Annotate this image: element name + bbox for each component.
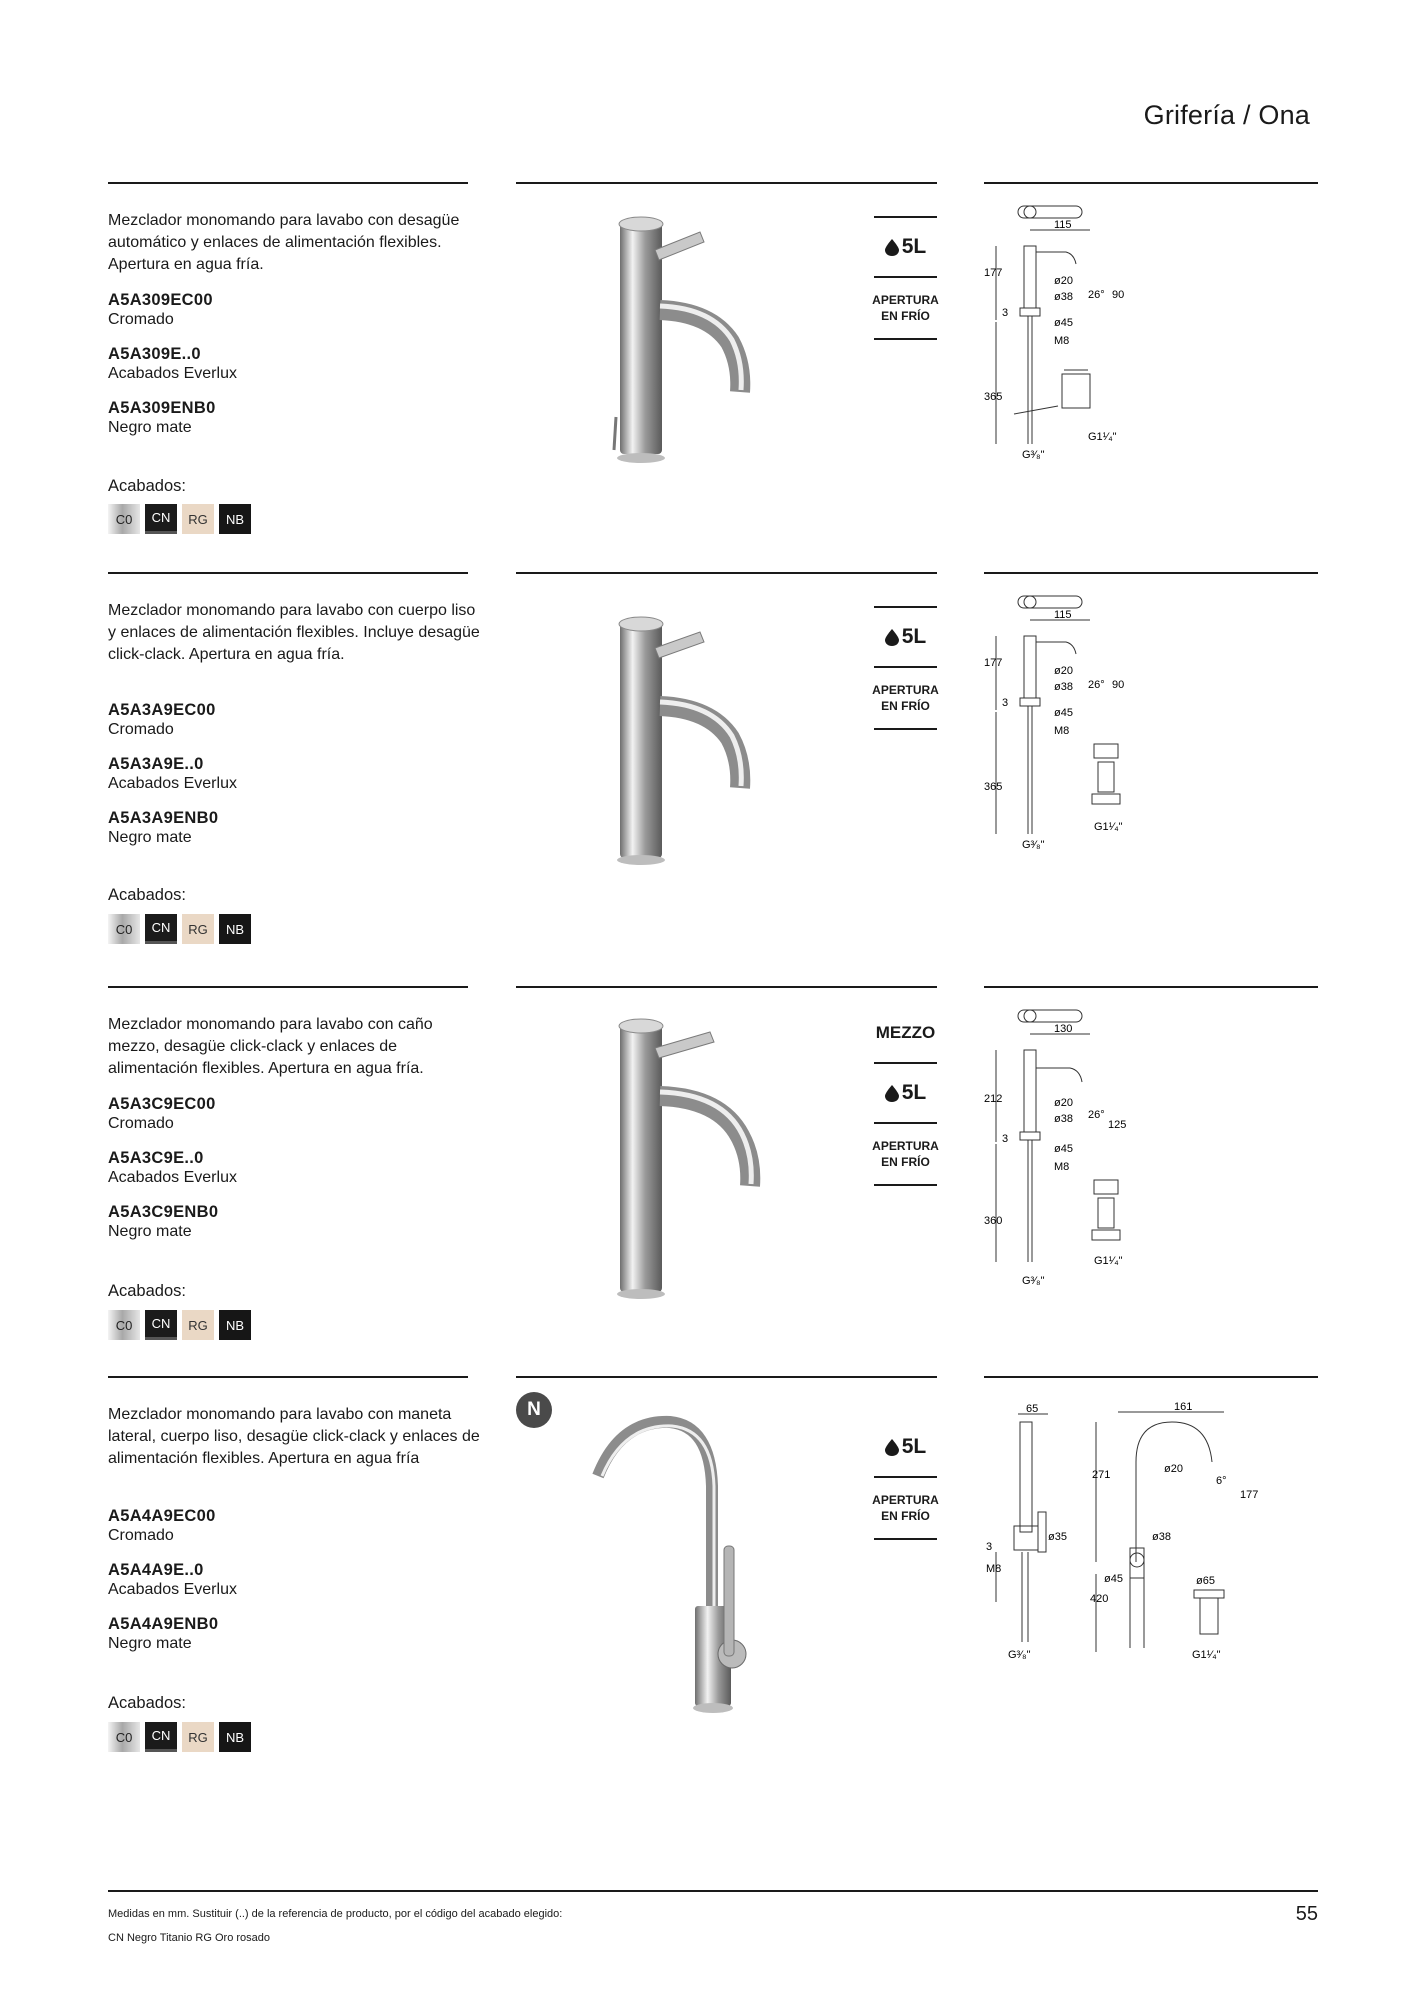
dim-angle: 26°	[1088, 289, 1105, 301]
dim-thread: M8	[1054, 1161, 1070, 1173]
product-code: A5A4A9ENB0	[108, 1615, 219, 1633]
footer-divider	[108, 1890, 1318, 1892]
divider	[874, 1184, 937, 1186]
dim-waste: G1¹⁄₄"	[1192, 1649, 1221, 1661]
product-code: A5A4A9E..0	[108, 1561, 204, 1579]
product-code: A5A3A9ENB0	[108, 809, 219, 827]
feature-badges	[874, 606, 937, 730]
water-drop-icon	[885, 629, 899, 646]
code-item	[108, 290, 448, 330]
cold-opening-line1: APERTURA	[872, 1493, 939, 1507]
water-drop-icon	[885, 1085, 899, 1102]
feature-badges	[874, 1418, 937, 1540]
dim-base: 3	[986, 1541, 993, 1553]
product-code: A5A3A9EC00	[108, 701, 216, 719]
code-item	[108, 700, 448, 740]
dim-base: 3	[1002, 307, 1009, 319]
dim-reach: 125	[1108, 1119, 1127, 1131]
cold-opening-badge	[874, 668, 937, 728]
divider	[984, 572, 1318, 574]
dim-d65: ø65	[1196, 1575, 1215, 1587]
dim-base: 3	[1002, 697, 1009, 709]
swatch-nb: NB	[219, 504, 251, 534]
finish-name: Negro mate	[108, 829, 192, 846]
code-item	[108, 344, 448, 384]
page-title: Grifería / Ona	[1143, 100, 1310, 130]
divider	[516, 572, 937, 574]
finish-name: Acabados Everlux	[108, 1169, 237, 1186]
faucet-image	[560, 582, 820, 872]
dim-top: 115	[1054, 609, 1072, 621]
product-code: A5A309EC00	[108, 291, 213, 309]
flow-rate-badge	[874, 608, 937, 666]
technical-drawing	[984, 594, 1134, 884]
product-description: Mezclador monomando para lavabo con maneta lateral, cuerpo liso, desagüe click-clack y enlaces de alimentación flexibles. Apertura en agua fría	[108, 1406, 480, 1467]
divider	[984, 986, 1318, 988]
dim-waste: G1¹⁄₄"	[1094, 821, 1123, 833]
dim-reach: 90	[1112, 679, 1125, 691]
finish-name: Negro mate	[108, 1635, 192, 1652]
swatch-nb: NB	[219, 914, 251, 944]
code-item	[108, 1614, 448, 1654]
water-drop-icon	[885, 239, 899, 256]
divider	[516, 182, 937, 184]
dim-top: 115	[1054, 219, 1072, 231]
cold-opening-line2: EN FRÍO	[881, 699, 930, 713]
divider	[108, 986, 468, 988]
code-item	[108, 1506, 448, 1546]
dim-d38: ø38	[1054, 681, 1073, 693]
flow-rate-badge	[874, 1064, 937, 1122]
dim-angle: 26°	[1088, 1109, 1105, 1121]
dim-d45: ø45	[1054, 317, 1073, 329]
finish-name: Cromado	[108, 721, 174, 738]
product-codes	[108, 1094, 448, 1256]
code-item	[108, 398, 448, 438]
page-number: 55	[1295, 1903, 1318, 1925]
code-item	[108, 1094, 448, 1134]
dim-angle: 6°	[1216, 1475, 1227, 1487]
dim-d45: ø45	[1054, 707, 1073, 719]
dim-hose: 365	[984, 391, 1003, 403]
dim-d38: ø38	[1054, 291, 1073, 303]
product-code: A5A3C9EC00	[108, 1095, 216, 1113]
technical-drawing	[984, 1402, 1314, 1702]
divider	[108, 182, 468, 184]
water-drop-icon	[885, 1439, 899, 1456]
dim-height: 271	[1092, 1469, 1111, 1481]
dim-d45: ø45	[1104, 1573, 1123, 1585]
swatch-rg: RG	[182, 504, 214, 534]
faucet-image	[560, 192, 820, 482]
dim-angle: 26°	[1088, 679, 1105, 691]
flow-rate-badge	[874, 218, 937, 276]
product-description: Mezclador monomando para lavabo con cuerpo liso y enlaces de alimentación flexibles. Incluye desagüe click-clack. Apertura en agua fría.	[108, 602, 480, 663]
code-item	[108, 808, 448, 848]
finishes-label: Acabados:	[108, 477, 186, 495]
swatch-c0: C0	[108, 1310, 140, 1340]
product-code: A5A3C9E..0	[108, 1149, 204, 1167]
product-codes	[108, 700, 448, 862]
divider	[984, 182, 1318, 184]
divider	[516, 1376, 937, 1378]
dim-d20: ø20	[1054, 665, 1073, 677]
dim-waste: G1¹⁄₄"	[1094, 1255, 1123, 1267]
finish-name: Acabados Everlux	[108, 365, 237, 382]
swatch-cn: CN	[145, 1310, 177, 1340]
finish-swatches	[108, 1310, 251, 1340]
swatch-rg: RG	[182, 914, 214, 944]
dim-height: 212	[984, 1093, 1003, 1105]
divider	[874, 1538, 937, 1540]
dim-conn: G³⁄₈"	[1022, 839, 1045, 851]
dim-d38: ø38	[1152, 1531, 1171, 1543]
dim-hose: 420	[1090, 1593, 1109, 1605]
dim-reach: 90	[1112, 289, 1125, 301]
swatch-nb: NB	[219, 1722, 251, 1752]
swatch-cn: CN	[145, 504, 177, 534]
swatch-nb: NB	[219, 1310, 251, 1340]
faucet-image	[560, 996, 820, 1306]
dim-conn: G³⁄₈"	[1022, 1275, 1045, 1287]
swatch-rg: RG	[182, 1722, 214, 1752]
cold-opening-line1: APERTURA	[872, 1139, 939, 1153]
footer-note: Medidas en mm. Sustituir (..) de la referencia de producto, por el código del acabado elegido:	[108, 1908, 563, 1920]
finishes-label: Acabados:	[108, 886, 186, 904]
cold-opening-badge	[874, 1478, 937, 1538]
divider	[108, 572, 468, 574]
technical-drawing	[984, 1008, 1134, 1308]
divider	[874, 728, 937, 730]
footer-legend: CN Negro Titanio RG Oro rosado	[108, 1932, 271, 1944]
dim-conn: G³⁄₈"	[1022, 449, 1045, 461]
flow-rate: 5L	[901, 1081, 927, 1104]
feature-badges	[874, 216, 937, 340]
dim-d20: ø20	[1164, 1463, 1183, 1475]
finish-swatches	[108, 914, 251, 944]
dim-hose: 360	[984, 1215, 1003, 1227]
dim-thread: M8	[986, 1563, 1002, 1575]
finish-name: Negro mate	[108, 1223, 192, 1240]
cold-opening-line2: EN FRÍO	[881, 1509, 930, 1523]
mezzo-tag: MEZZO	[875, 1023, 936, 1042]
dim-height: 177	[984, 657, 1003, 669]
divider	[874, 338, 937, 340]
finish-name: Negro mate	[108, 419, 192, 436]
dim-thread: M8	[1054, 725, 1070, 737]
product-description: Mezclador monomando para lavabo con caño mezzo, desagüe click-clack y enlaces de alimentación flexibles. Apertura en agua fría.	[108, 1016, 433, 1077]
feature-badges	[874, 1004, 937, 1186]
cold-opening-line1: APERTURA	[872, 293, 939, 307]
flow-rate-badge	[874, 1418, 937, 1476]
dim-hose: 365	[984, 781, 1003, 793]
product-code: A5A4A9EC00	[108, 1507, 216, 1525]
finish-name: Acabados Everlux	[108, 1581, 237, 1598]
product-code: A5A309ENB0	[108, 399, 216, 417]
product-code: A5A3C9ENB0	[108, 1203, 219, 1221]
dim-d45: ø45	[1054, 1143, 1073, 1155]
divider	[984, 1376, 1318, 1378]
dim-d20: ø20	[1054, 1097, 1073, 1109]
finishes-label: Acabados:	[108, 1694, 186, 1712]
swatch-c0: C0	[108, 1722, 140, 1752]
cold-opening-line1: APERTURA	[872, 683, 939, 697]
finish-name: Cromado	[108, 1115, 174, 1132]
finish-name: Cromado	[108, 1527, 174, 1544]
divider	[516, 986, 937, 988]
cold-opening-line2: EN FRÍO	[881, 309, 930, 323]
product-description: Mezclador monomando para lavabo con desagüe automático y enlaces de alimentación flexibles. Apertura en agua fría.	[108, 212, 460, 273]
code-item	[108, 1202, 448, 1242]
swatch-cn: CN	[145, 914, 177, 944]
product-codes	[108, 1506, 448, 1668]
dim-d38: ø38	[1054, 1113, 1073, 1125]
flow-rate: 5L	[901, 1435, 927, 1458]
code-item	[108, 754, 448, 794]
dim-side-width: 65	[1026, 1403, 1039, 1415]
dim-thread: M8	[1054, 335, 1070, 347]
swatch-c0: C0	[108, 504, 140, 534]
dim-conn: G³⁄₈"	[1008, 1649, 1031, 1661]
code-item	[108, 1560, 448, 1600]
dim-reach: 177	[1240, 1489, 1259, 1501]
finish-name: Acabados Everlux	[108, 775, 237, 792]
faucet-image	[580, 1406, 840, 1726]
swatch-c0: C0	[108, 914, 140, 944]
divider	[108, 1376, 468, 1378]
flow-rate: 5L	[901, 235, 927, 258]
product-code: A5A309E..0	[108, 345, 201, 363]
dim-d20: ø20	[1054, 275, 1073, 287]
swatch-cn: CN	[145, 1722, 177, 1752]
product-code: A5A3A9E..0	[108, 755, 204, 773]
technical-drawing	[984, 204, 1134, 494]
finish-swatches	[108, 1722, 251, 1752]
finish-name: Cromado	[108, 311, 174, 328]
product-codes	[108, 290, 448, 452]
dim-base: 3	[1002, 1133, 1009, 1145]
cold-opening-badge	[874, 278, 937, 338]
flow-rate: 5L	[901, 625, 927, 648]
code-item	[108, 1148, 448, 1188]
finish-swatches	[108, 504, 251, 534]
cold-opening-line2: EN FRÍO	[881, 1155, 930, 1169]
cold-opening-badge	[874, 1124, 937, 1184]
new-badge: N	[516, 1392, 552, 1428]
dim-d35: ø35	[1048, 1531, 1067, 1543]
dim-height: 177	[984, 267, 1003, 279]
dim-top: 130	[1054, 1023, 1073, 1035]
finishes-label: Acabados:	[108, 1282, 186, 1300]
dim-top: 161	[1174, 1402, 1193, 1413]
dim-waste: G1¹⁄₄"	[1088, 431, 1117, 443]
swatch-rg: RG	[182, 1310, 214, 1340]
